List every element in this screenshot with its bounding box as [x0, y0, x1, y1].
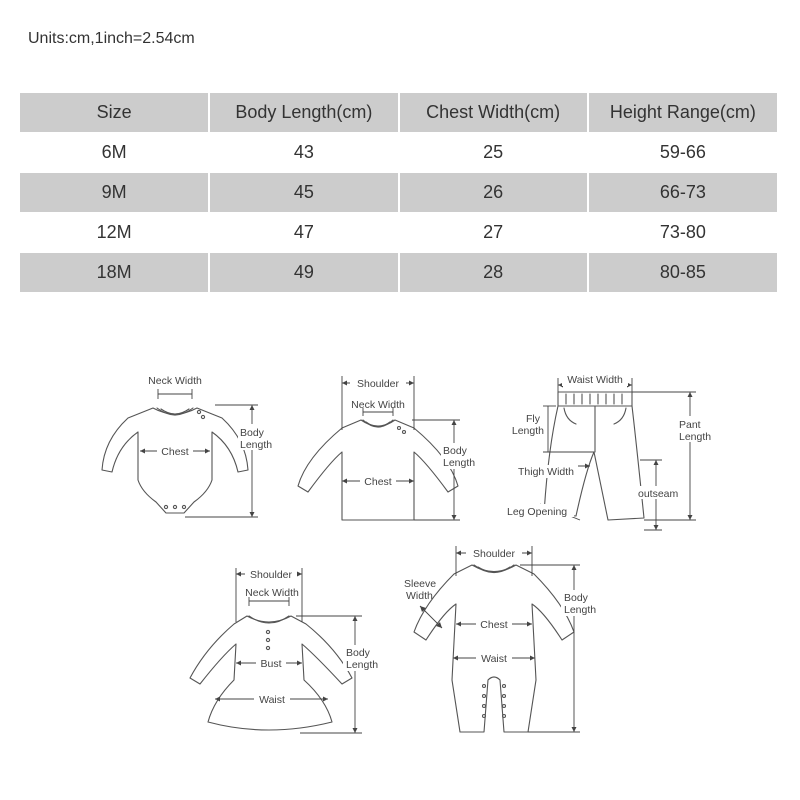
table-row: [20, 213, 777, 253]
size-chart-table: [20, 93, 777, 293]
label-length: Length: [564, 604, 597, 616]
label-chest: Chest: [364, 476, 392, 488]
label-chest: Chest: [161, 446, 189, 458]
bodysuit-snap: [173, 505, 176, 508]
cell-body-length: 47: [209, 213, 398, 253]
bodysuit-outline: [102, 408, 248, 513]
label-body: Body: [564, 592, 588, 604]
label-thigh-width: Thigh Width: [518, 466, 575, 478]
label-body: Body: [346, 647, 370, 659]
bodysuit-button: [201, 415, 204, 418]
label-body: Body: [443, 445, 467, 457]
table-row: [20, 133, 777, 173]
dress-diagram: [190, 567, 383, 733]
bodysuit-snap: [182, 505, 185, 508]
cell-body-length: 49: [209, 253, 398, 293]
romper-outline: [414, 565, 574, 732]
cell-height-range: 59-66: [588, 133, 777, 173]
table-row: [20, 173, 777, 213]
dress-outline: [190, 616, 352, 730]
units-note: Units:cm,1inch=2.54cm: [28, 30, 195, 47]
pants-waistband-rib: [566, 394, 622, 404]
cell-body-length: 45: [209, 173, 398, 213]
label-length: Length: [346, 659, 379, 671]
label-shoulder: Shoulder: [472, 548, 516, 560]
cell-size: 6M: [20, 133, 209, 173]
cell-body-length: 43: [209, 133, 398, 173]
label-leg-opening: Leg Opening: [507, 506, 568, 518]
measurement-diagrams: [0, 360, 800, 780]
header-chest-width: Chest Width(cm): [399, 93, 588, 133]
label-pant-length: Length: [679, 431, 712, 443]
cell-height-range: 80-85: [588, 253, 777, 293]
romper-snap: [483, 695, 486, 698]
label-waist: Waist: [259, 694, 285, 706]
cell-size: 9M: [20, 173, 209, 213]
header-height-range: Height Range(cm): [588, 93, 777, 133]
romper-snap: [503, 715, 506, 718]
cell-chest-width: 25: [399, 133, 588, 173]
romper-snap: [483, 705, 486, 708]
pants-outline: [544, 392, 644, 520]
romper-snap: [503, 695, 506, 698]
header-body-length: Body Length(cm): [209, 93, 398, 133]
label-outseam: outseam: [638, 488, 679, 500]
dress-button: [266, 630, 269, 633]
label-chest: Chest: [480, 619, 508, 631]
romper-snap: [503, 705, 506, 708]
dress-button: [266, 638, 269, 641]
shirt-outline: [298, 420, 458, 520]
label-fly-length: Length: [511, 425, 544, 437]
bodysuit-diagram: [102, 375, 278, 517]
romper-snap: [503, 685, 506, 688]
cell-height-range: 73-80: [588, 213, 777, 253]
label-pant: Pant: [679, 419, 701, 431]
table-row: [20, 253, 777, 293]
label-fly: Fly: [526, 413, 540, 425]
romper-snap: [483, 715, 486, 718]
label-shoulder: Shoulder: [249, 569, 293, 581]
label-neck-width: Neck Width: [148, 375, 202, 387]
cell-size: 18M: [20, 253, 209, 293]
shirt-button: [398, 427, 401, 430]
pants-pocket: [564, 408, 576, 424]
label-neck-width: Neck Width: [351, 399, 405, 411]
cell-chest-width: 28: [399, 253, 588, 293]
label-width: Width: [406, 590, 433, 602]
shirt-diagram: [298, 376, 481, 520]
cell-chest-width: 26: [399, 173, 588, 213]
shirt-button: [403, 431, 406, 434]
bodysuit-snap: [164, 505, 167, 508]
label-waist-width: Waist Width: [567, 374, 623, 386]
label-length: Length: [240, 439, 273, 451]
pants-diagram: [506, 373, 718, 530]
label-sleeve: Sleeve: [404, 578, 437, 590]
cell-size: 12M: [20, 213, 209, 253]
pants-pocket: [614, 408, 626, 424]
table-header-row: [20, 93, 777, 133]
romper-diagram: [404, 546, 601, 732]
romper-snap: [483, 685, 486, 688]
label-length: Length: [443, 457, 476, 469]
label-body: Body: [240, 427, 264, 439]
label-neck-width: Neck Width: [245, 587, 299, 599]
bodysuit-button: [197, 410, 200, 413]
label-shoulder: Shoulder: [356, 378, 400, 390]
cell-height-range: 66-73: [588, 173, 777, 213]
header-size: Size: [20, 93, 209, 133]
label-bust: Bust: [260, 658, 282, 670]
label-waist: Waist: [481, 653, 507, 665]
cell-chest-width: 27: [399, 213, 588, 253]
dress-button: [266, 646, 269, 649]
